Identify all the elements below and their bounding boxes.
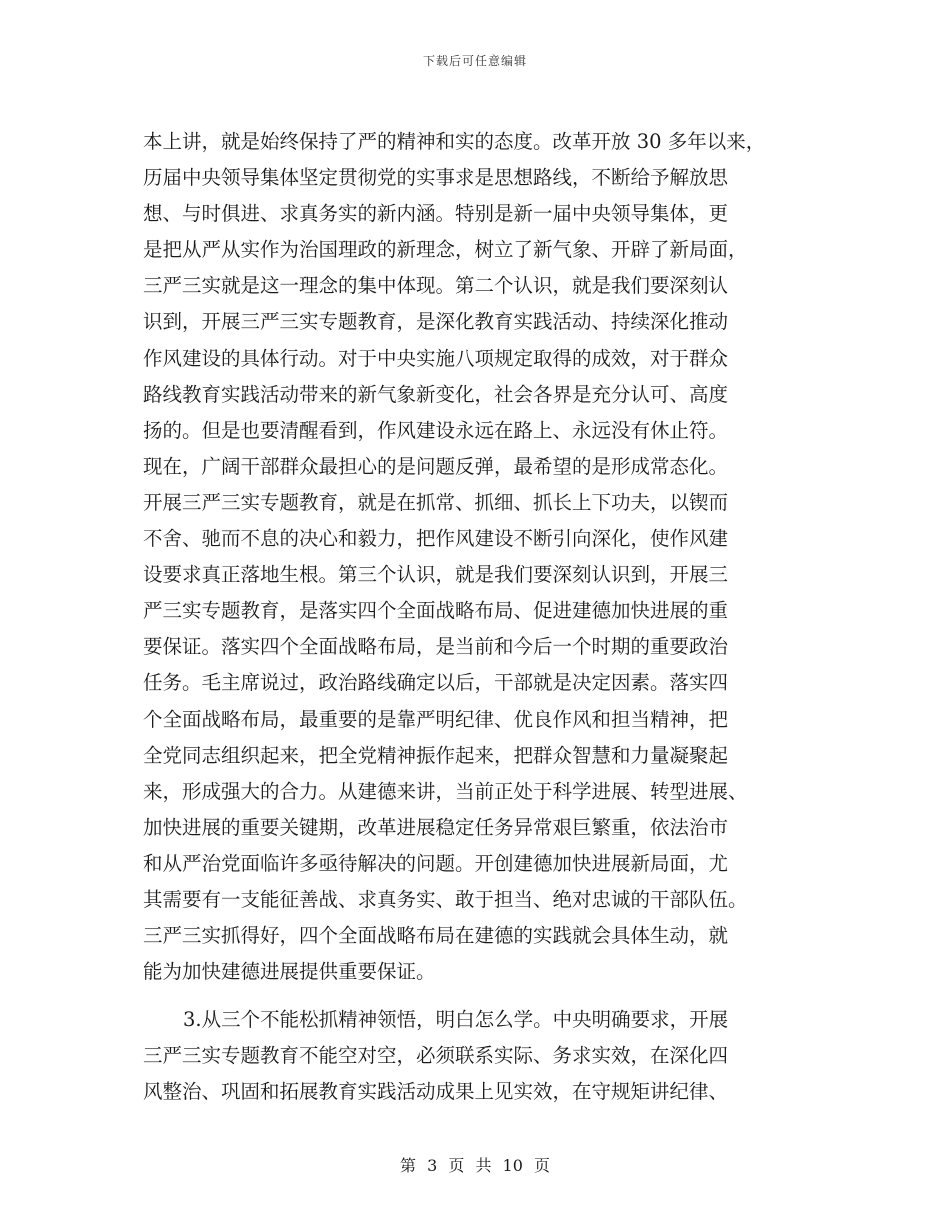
- body-line: 严三实专题教育，是落实四个全面战略布局、促进建德加快进展的重: [143, 599, 729, 623]
- body-line: 作风建设的具体行动。对于中央实施八项规定取得的成效，对于群众: [143, 346, 729, 370]
- body-line: 三严三实就是这一理念的集中体现。第二个认识，就是我们要深刻认: [143, 274, 729, 298]
- body-line: 其需要有一支能征善战、求真务实、敢于担当、绝对忠诚的干部队伍。: [143, 887, 748, 911]
- page-number: 第 3 页 共 10 页: [400, 1156, 550, 1175]
- body-line: 和从严治党面临许多亟待解决的问题。开创建德加快进展新局面，尤: [143, 851, 729, 875]
- body-line: 想、与时俱进、求真务实的新内涵。特别是新一届中央领导集体，更: [143, 202, 729, 226]
- body-line: 任务。毛主席说过，政治路线确定以后，干部就是决定因素。落实四: [143, 671, 729, 695]
- body-line: 三严三实抓得好，四个全面战略布局在建德的实践就会具体生动，就: [143, 924, 729, 948]
- body-line: 识到，开展三严三实专题教育，是深化教育实践活动、持续深化推动: [143, 310, 729, 334]
- body-line: 风整治、巩固和拓展教育实践活动成果上见实效，在守规矩讲纪律、: [143, 1080, 729, 1104]
- body-line: 来，形成强大的合力。从建德来讲，当前正处于科学进展、转型进展、: [143, 779, 748, 803]
- body-line: 路线教育实践活动带来的新气象新变化，社会各界是充分认可、高度: [143, 382, 729, 406]
- body-line: 开展三严三实专题教育，就是在抓常、抓细、抓长上下功夫，以锲而: [143, 490, 729, 514]
- body-line: 个全面战略布局，最重要的是靠严明纪律、优良作风和担当精神，把: [143, 707, 729, 731]
- body-line: 加快进展的重要关键期，改革进展稳定任务异常艰巨繁重，依法治市: [143, 815, 729, 839]
- body-line: 是把从严从实作为治国理政的新理念，树立了新气象、开辟了新局面，: [143, 238, 748, 262]
- body-line: 3.从三个不能松抓精神领悟，明白怎么学。中央明确要求，开展: [183, 1008, 729, 1032]
- body-line: 要保证。落实四个全面战略布局，是当前和今后一个时期的重要政治: [143, 635, 729, 659]
- body-line: 扬的。但是也要清醒看到，作风建设永远在路上、永远没有休止符。: [143, 418, 729, 442]
- paragraph-gap: [143, 990, 813, 1002]
- body-line: 设要求真正落地生根。第三个认识，就是我们要深刻认识到，开展三: [143, 563, 729, 587]
- document-body: [143, 124, 813, 1111]
- body-line: 现在，广阔干部群众最担心的是问题反弹，最希望的是形成常态化。: [143, 454, 729, 478]
- body-line: 全党同志组织起来，把全党精神振作起来，把群众智慧和力量凝聚起: [143, 743, 729, 767]
- body-line: 能为加快建德进展提供重要保证。: [143, 960, 436, 984]
- body-line: 三严三实专题教育不能空对空，必须联系实际、务求实效，在深化四: [143, 1044, 729, 1068]
- body-line: 不舍、驰而不息的决心和毅力，把作风建设不断引向深化，使作风建: [143, 527, 729, 551]
- body-line: 本上讲，就是始终保持了严的精神和实的态度。改革开放 30 多年以来，: [143, 130, 766, 153]
- body-line: 历届中央领导集体坚定贯彻党的实事求是思想路线，不断给予解放思: [143, 166, 729, 190]
- page-header-note: 下载后可任意编辑: [422, 54, 527, 68]
